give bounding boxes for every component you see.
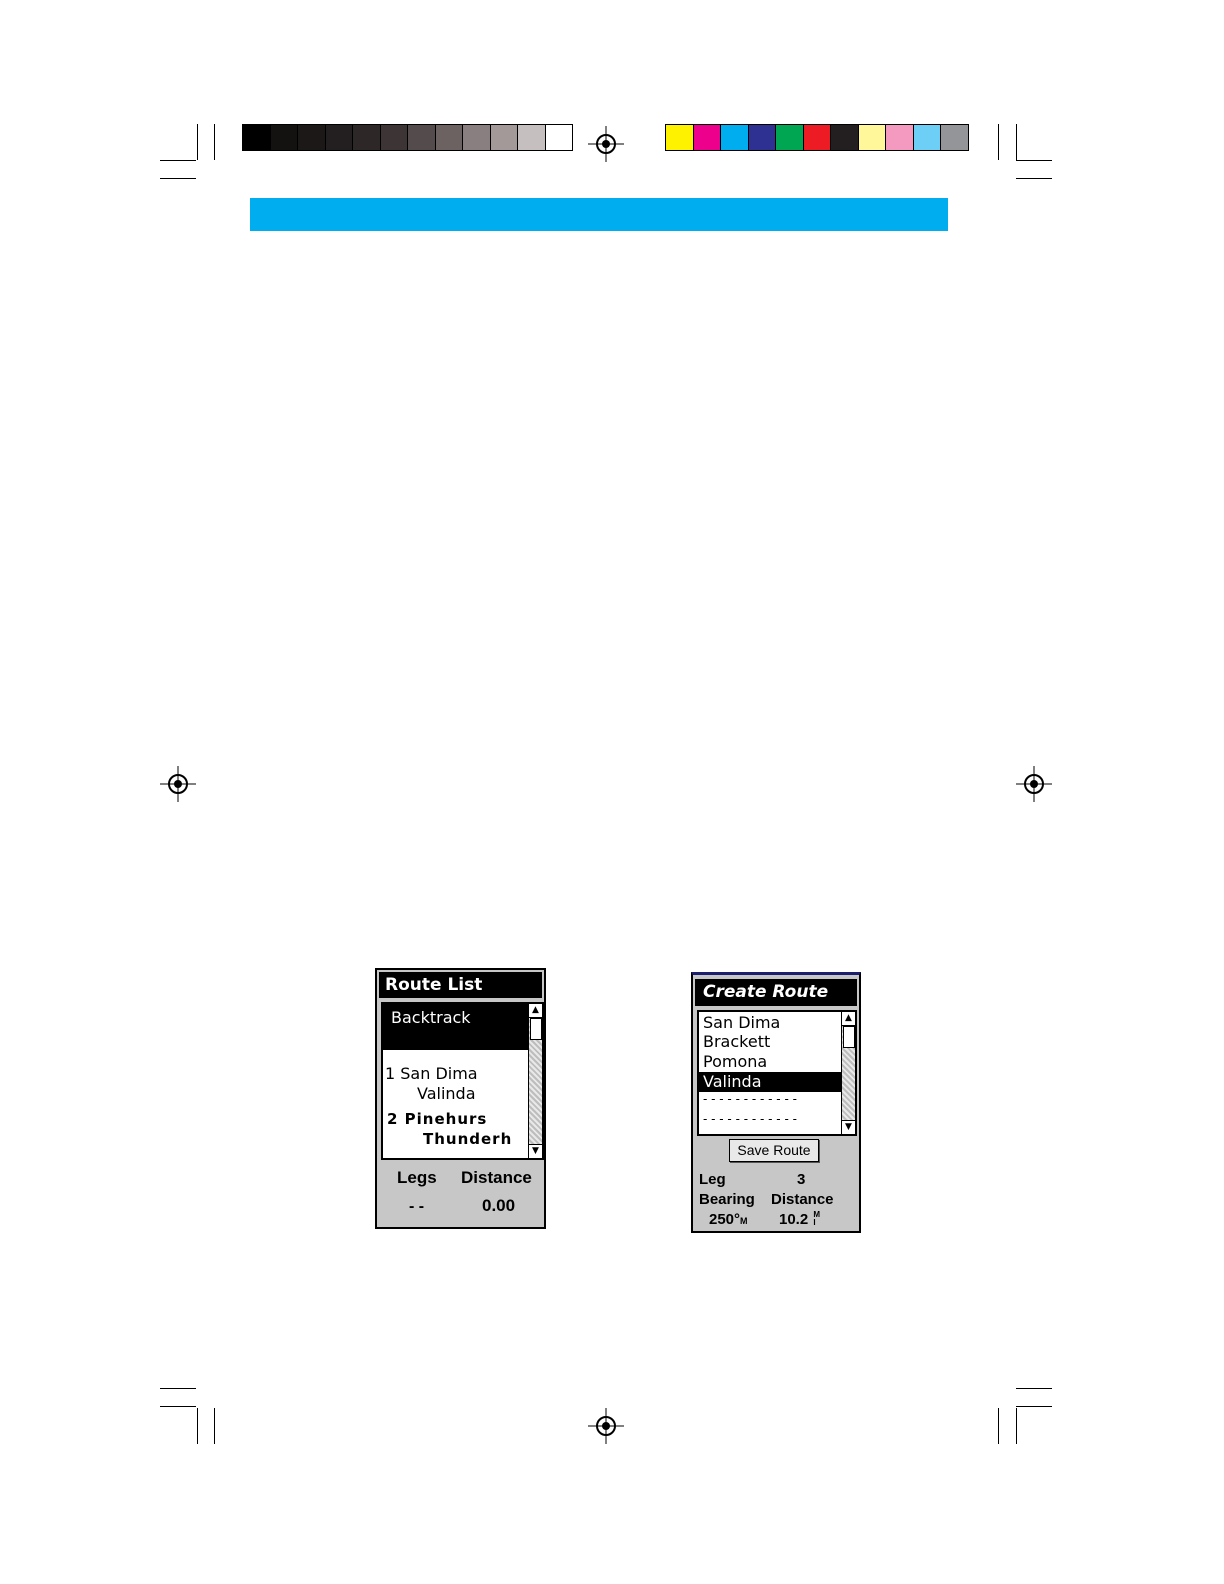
list-item[interactable]: 2 Pinehurs — [387, 1110, 488, 1128]
process-color-swatch — [803, 124, 832, 151]
process-color-swatch — [693, 124, 722, 151]
route-list-scrollbar[interactable] — [528, 1004, 542, 1158]
process-color-swatch — [775, 124, 804, 151]
bearing-label: Bearing — [699, 1191, 755, 1208]
gray-swatch — [435, 124, 464, 151]
scroll-down-arrow-icon[interactable]: ▼ — [842, 1120, 855, 1134]
leg-label: Leg — [699, 1171, 726, 1188]
route-list-title-text: Route List — [385, 975, 483, 995]
list-item[interactable]: 1 San Dima — [385, 1064, 478, 1083]
bearing-unit: M — [740, 1216, 748, 1226]
list-item-selected[interactable]: Valinda — [699, 1072, 841, 1092]
gray-swatch — [407, 124, 436, 151]
create-route-title — [695, 979, 857, 1006]
legs-value: - - — [409, 1198, 425, 1215]
scroll-thumb[interactable] — [843, 1026, 855, 1048]
save-route-button[interactable]: Save Route — [729, 1139, 819, 1162]
list-item[interactable]: Pomona — [703, 1052, 768, 1071]
process-color-swatch — [913, 124, 942, 151]
process-color-swatch — [830, 124, 859, 151]
gray-swatch — [242, 124, 271, 151]
registration-mark-icon — [160, 766, 196, 802]
bearing-value: 250°M — [709, 1211, 748, 1228]
gray-swatch — [517, 124, 546, 151]
process-color-swatch — [940, 124, 969, 151]
scroll-up-arrow-icon[interactable]: ▲ — [842, 1012, 855, 1026]
create-route-title-text: Create Route — [703, 982, 829, 1002]
list-item[interactable]: Thunderh — [423, 1130, 513, 1148]
section-header-band — [250, 198, 948, 231]
registration-mark-icon — [588, 1408, 624, 1444]
gray-swatch — [325, 124, 354, 151]
gray-swatch — [545, 124, 574, 151]
gray-swatch — [462, 124, 491, 151]
scroll-up-arrow-icon[interactable]: ▲ — [529, 1004, 542, 1018]
list-item-empty[interactable]: - - - - - - - - - - - - — [703, 1112, 797, 1126]
process-color-swatch — [720, 124, 749, 151]
distance-unit: M I — [813, 1210, 821, 1227]
list-item-empty[interactable]: - - - - - - - - - - - - — [703, 1092, 797, 1106]
list-item[interactable]: San Dima — [703, 1013, 781, 1032]
distance-value: 0.00 — [482, 1196, 516, 1215]
process-color-swatch — [665, 124, 694, 151]
process-color-swatch — [748, 124, 777, 151]
route-list-screen — [375, 968, 546, 1229]
list-item[interactable]: Backtrack — [383, 1004, 530, 1050]
waypoint-list-scrollbar[interactable] — [841, 1012, 855, 1134]
list-item[interactable]: Brackett — [703, 1032, 771, 1051]
distance-label: Distance — [461, 1168, 532, 1187]
scroll-down-arrow-icon[interactable]: ▼ — [529, 1144, 542, 1158]
registration-mark-icon — [1016, 766, 1052, 802]
gray-swatch — [297, 124, 326, 151]
waypoint-list-box[interactable] — [697, 1010, 857, 1136]
route-list-title — [379, 972, 542, 998]
gray-swatch — [270, 124, 299, 151]
process-color-swatch — [885, 124, 914, 151]
registration-mark-icon — [588, 126, 624, 162]
leg-value: 3 — [797, 1171, 806, 1188]
process-color-swatch — [858, 124, 887, 151]
distance-label: Distance — [771, 1191, 834, 1208]
list-item[interactable]: Valinda — [417, 1084, 476, 1103]
route-list-box[interactable] — [381, 1002, 544, 1160]
route-distance-value: 10.2 M I — [779, 1210, 821, 1228]
legs-label: Legs — [397, 1168, 437, 1187]
create-route-screen — [691, 972, 861, 1233]
gray-swatch — [380, 124, 409, 151]
scroll-thumb[interactable] — [530, 1018, 542, 1040]
gray-swatch — [490, 124, 519, 151]
gray-swatch — [352, 124, 381, 151]
